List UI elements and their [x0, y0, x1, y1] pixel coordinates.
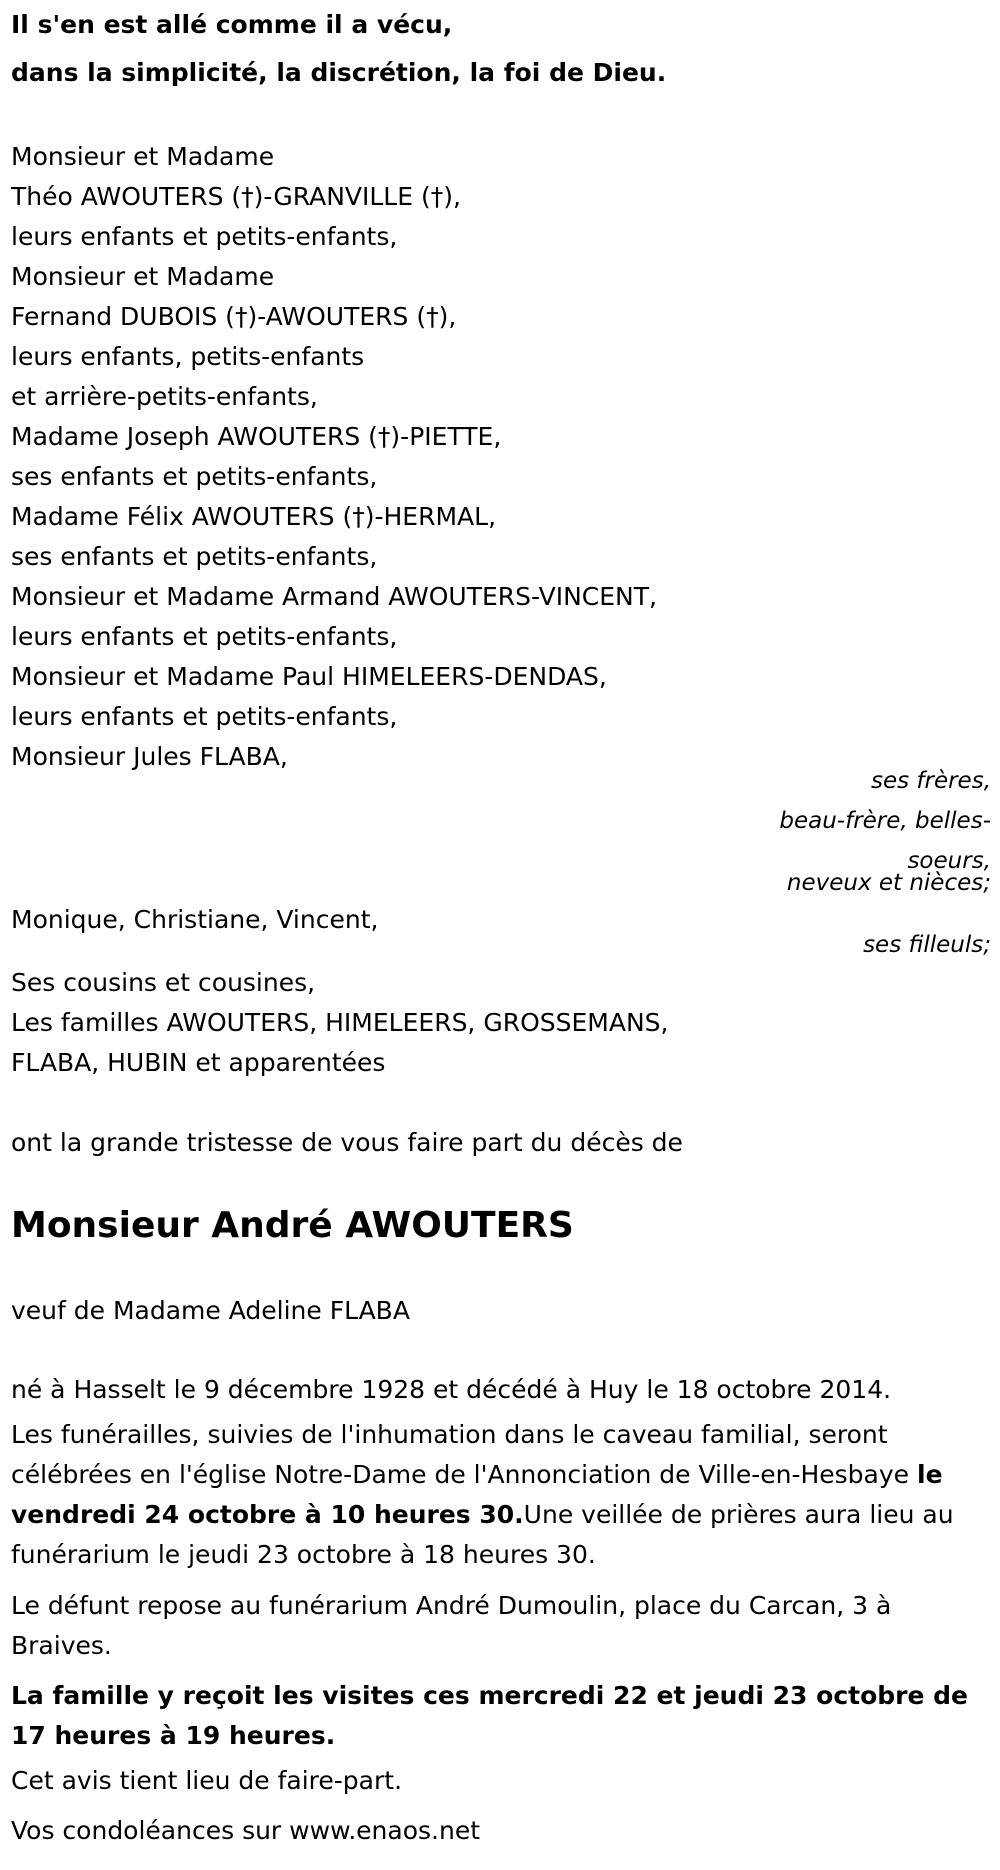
funeral-text-after: Une veillée de prières aura lieu au funérarium le jeudi 23 octobre à 18 heures 30. [11, 1500, 954, 1569]
family-line: leurs enfants, petits-enfants [11, 342, 365, 371]
family-line: Monsieur et Madame [11, 262, 275, 291]
condolences [11, 1816, 480, 1846]
birth-death: né à Hasselt le 9 décembre 1928 et décédé à Huy le 18 octobre 2014. [11, 1375, 892, 1404]
family-line: Monsieur et Madame Paul HIMELEERS-DENDAS, [11, 662, 607, 691]
family-line: Madame Joseph AWOUTERS (†)-PIETTE, [11, 422, 502, 451]
widower-of: veuf de Madame Adeline FLABA [11, 1296, 410, 1325]
deceased-name: Monsieur André AWOUTERS [11, 1205, 574, 1246]
family-line: Théo AWOUTERS (†)-GRANVILLE (†), [11, 182, 461, 211]
relation-in-laws-2: soeurs, [907, 848, 991, 874]
family-line: Monsieur Jules FLABA, [11, 742, 288, 771]
motto-line-1: Il s'en est allé comme il a vécu, [11, 10, 453, 39]
family-line: ses enfants et petits-enfants, [11, 462, 378, 491]
family-line: ses enfants et petits-enfants, [11, 542, 378, 571]
extended-family-line: FLABA, HUBIN et apparentées [11, 1048, 386, 1077]
family-line: leurs enfants et petits-enfants, [11, 702, 398, 731]
family-line: leurs enfants et petits-enfants, [11, 222, 398, 251]
condolences-link[interactable]: www.enaos.net [289, 1816, 481, 1845]
notice: Cet avis tient lieu de faire-part. [11, 1766, 403, 1795]
family-line: Monsieur et Madame Armand AWOUTERS-VINCENT, [11, 582, 657, 611]
family-line: et arrière-petits-enfants, [11, 382, 318, 411]
relation-in-laws-1: beau-frère, belles- [779, 808, 991, 834]
family-line: Fernand DUBOIS (†)-AWOUTERS (†), [11, 302, 457, 331]
motto-line-2: dans la simplicité, la discrétion, la foi de Dieu. [11, 58, 667, 87]
extended-family-line: Ses cousins et cousines, [11, 968, 316, 997]
announcement: ont la grande tristesse de vous faire part du décès de [11, 1128, 683, 1157]
extended-family-line: Les familles AWOUTERS, HIMELEERS, GROSSEMANS, [11, 1008, 669, 1037]
funeral-paragraph [11, 1415, 991, 1575]
family-line: Madame Félix AWOUTERS (†)-HERMAL, [11, 502, 497, 531]
relation-siblings: ses frères, [870, 768, 991, 794]
visits-paragraph: La famille y reçoit les visites ces mercredi 22 et jeudi 23 octobre de 17 heures à 19 heures. [11, 1681, 968, 1750]
funeral-date: le vendredi 24 octobre à 10 heures 30. [11, 1460, 943, 1529]
relation-godchildren: ses filleuls; [863, 932, 991, 958]
condolences-prefix: Vos condoléances sur [11, 1816, 290, 1845]
repose-paragraph: Le défunt repose au funérarium André Dumoulin, place du Carcan, 3 à Braives. [11, 1591, 892, 1660]
family-line: leurs enfants et petits-enfants, [11, 622, 398, 651]
family-line: Monsieur et Madame [11, 142, 275, 171]
funeral-text-before: Les funérailles, suivies de l'inhumation dans le caveau familial, seront célébrées en l'église Notre-Dame de l'Annonciation de Ville-en-Hesbaye [11, 1420, 917, 1489]
relation-nephews: neveux et nièces; [786, 870, 991, 896]
godchildren-names: Monique, Christiane, Vincent, [11, 905, 379, 934]
